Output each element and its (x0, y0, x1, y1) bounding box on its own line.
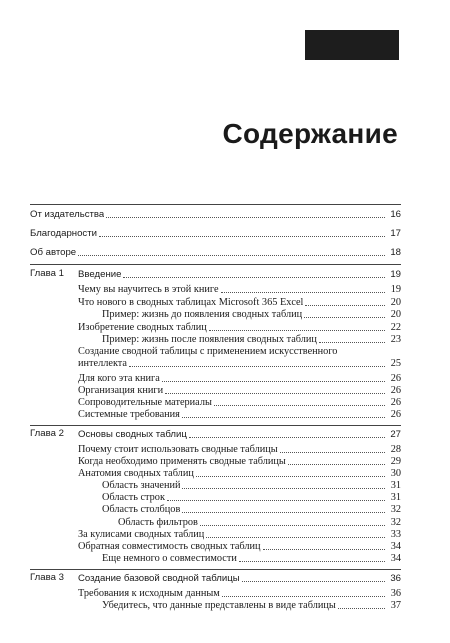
toc-chapter-2-heading[interactable] (30, 427, 401, 441)
toc-label: Об авторе (30, 247, 77, 258)
toc-label: Чему вы научитесь в этой книге (78, 284, 219, 295)
leader-dots (167, 499, 385, 501)
leader-dots (78, 254, 385, 256)
leader-dots (200, 524, 385, 526)
toc-page-number: 20 (390, 309, 401, 320)
toc-label-line2: интеллекта (78, 358, 128, 369)
divider-chapter3 (30, 569, 401, 570)
toc-label: Создание базовой сводной таблицы (78, 573, 240, 584)
toc-item[interactable] (78, 407, 401, 421)
leader-dots (214, 404, 385, 406)
toc-page-number: 34 (390, 541, 401, 552)
toc-label: За кулисами сводных таблиц (78, 529, 205, 540)
toc-page-number: 19 (390, 284, 401, 295)
leader-dots (288, 463, 385, 465)
leader-dots (106, 216, 385, 218)
toc-page-number: 37 (390, 600, 401, 611)
toc-label: Для кого эта книга (78, 373, 160, 384)
leader-dots (280, 451, 385, 453)
toc-subitem[interactable] (102, 307, 401, 321)
toc-label: Еще немного о совместимости (102, 553, 237, 564)
toc-label: Убедитесь, что данные представлены в виде таблицы (102, 600, 336, 611)
leader-dots (239, 560, 385, 562)
divider-chapter1 (30, 264, 401, 265)
leader-dots (222, 595, 385, 597)
chapter-number: Глава 1 (30, 268, 64, 279)
toc-subitem[interactable] (102, 502, 401, 516)
toc-label: Когда необходимо применять сводные таблицы (78, 456, 286, 467)
toc-page-number: 30 (390, 468, 401, 479)
toc-label: Изобретение сводных таблиц (78, 322, 207, 333)
leader-dots (165, 392, 385, 394)
toc-label: Область строк (102, 492, 165, 503)
leader-dots (206, 536, 385, 538)
toc-label: Пример: жизнь до появления сводных таблиц (102, 309, 303, 320)
toc-page-number: 28 (390, 444, 401, 455)
toc-label: Требования к исходным данным (78, 588, 220, 599)
leader-dots (242, 580, 385, 582)
toc-page-number: 27 (390, 429, 401, 440)
toc-label: Анатомия сводных таблиц (78, 468, 194, 479)
toc-page-number: 32 (390, 517, 401, 528)
divider-chapter2 (30, 425, 401, 426)
toc-page-number: 31 (390, 492, 401, 503)
header-black-bar (305, 30, 399, 60)
leader-dots (221, 291, 385, 293)
toc-page-number: 18 (390, 247, 401, 258)
leader-dots (338, 607, 385, 609)
leader-dots (209, 329, 385, 331)
leader-dots (189, 436, 385, 438)
toc-chapter-1-heading[interactable] (30, 267, 401, 281)
leader-dots (182, 511, 385, 513)
toc-subitem[interactable] (102, 332, 401, 346)
toc-page-number: 34 (390, 553, 401, 564)
toc-label: Основы сводных таблиц (78, 429, 187, 440)
toc-label: Системные требования (78, 409, 180, 420)
toc-page-number: 31 (390, 480, 401, 491)
toc-page-number: 25 (390, 358, 401, 369)
toc-label-line1: Создание сводной таблицы с применением искусственного (78, 346, 338, 357)
toc-page-number: 29 (390, 456, 401, 467)
toc-label: Организация книги (78, 385, 164, 396)
toc-label: Сопроводительные материалы (78, 397, 212, 408)
toc-page-number: 33 (390, 529, 401, 540)
leader-dots (129, 365, 385, 367)
leader-dots (182, 487, 385, 489)
leader-dots (263, 548, 385, 550)
leader-dots (305, 304, 385, 306)
toc-item-wrapped[interactable] (78, 346, 401, 370)
toc-item[interactable] (78, 282, 401, 296)
toc-page-number: 19 (390, 269, 401, 280)
toc-label: От издательства (30, 209, 105, 220)
chapter-number: Глава 3 (30, 572, 64, 583)
toc-label: Пример: жизнь после появления сводных таблиц (102, 334, 317, 345)
toc-page-number: 36 (390, 588, 401, 599)
toc-label: Обратная совместимость сводных таблиц (78, 541, 261, 552)
toc-front-about-author[interactable] (30, 245, 401, 259)
toc-page-number: 26 (390, 409, 401, 420)
toc-subitem[interactable] (102, 598, 401, 612)
toc-label: Что нового в сводных таблицах Microsoft 365 Excel (78, 297, 304, 308)
toc-page-number: 17 (390, 228, 401, 239)
toc-front-acknowledgements[interactable] (30, 226, 401, 240)
leader-dots (304, 316, 385, 318)
toc-page-number: 16 (390, 209, 401, 220)
toc-label: Почему стоит использовать сводные таблицы (78, 444, 278, 455)
toc-page-number: 20 (390, 297, 401, 308)
leader-dots (123, 276, 385, 278)
divider-top (30, 204, 401, 205)
toc-page-number: 22 (390, 322, 401, 333)
leader-dots (99, 235, 385, 237)
chapter-number: Глава 2 (30, 428, 64, 439)
leader-dots (182, 416, 385, 418)
toc-page-number: 26 (390, 397, 401, 408)
toc-label: Область фильтров (118, 517, 198, 528)
toc-chapter-3-heading[interactable] (30, 571, 401, 585)
toc-page-number: 26 (390, 385, 401, 396)
leader-dots (319, 341, 385, 343)
toc-page-number: 32 (390, 504, 401, 515)
toc-label: Область значений (102, 480, 181, 491)
toc-front-publisher[interactable] (30, 207, 401, 221)
page-title: Содержание (222, 118, 398, 149)
toc-label: Область столбцов (102, 504, 181, 515)
toc-label: Введение (78, 269, 122, 280)
toc-page-number: 23 (390, 334, 401, 345)
leader-dots (196, 475, 385, 477)
toc-label: Благодарности (30, 228, 97, 239)
toc-page-number: 36 (390, 573, 401, 584)
toc-subitem[interactable] (102, 551, 401, 565)
leader-dots (162, 380, 385, 382)
toc-page-number: 26 (390, 373, 401, 384)
